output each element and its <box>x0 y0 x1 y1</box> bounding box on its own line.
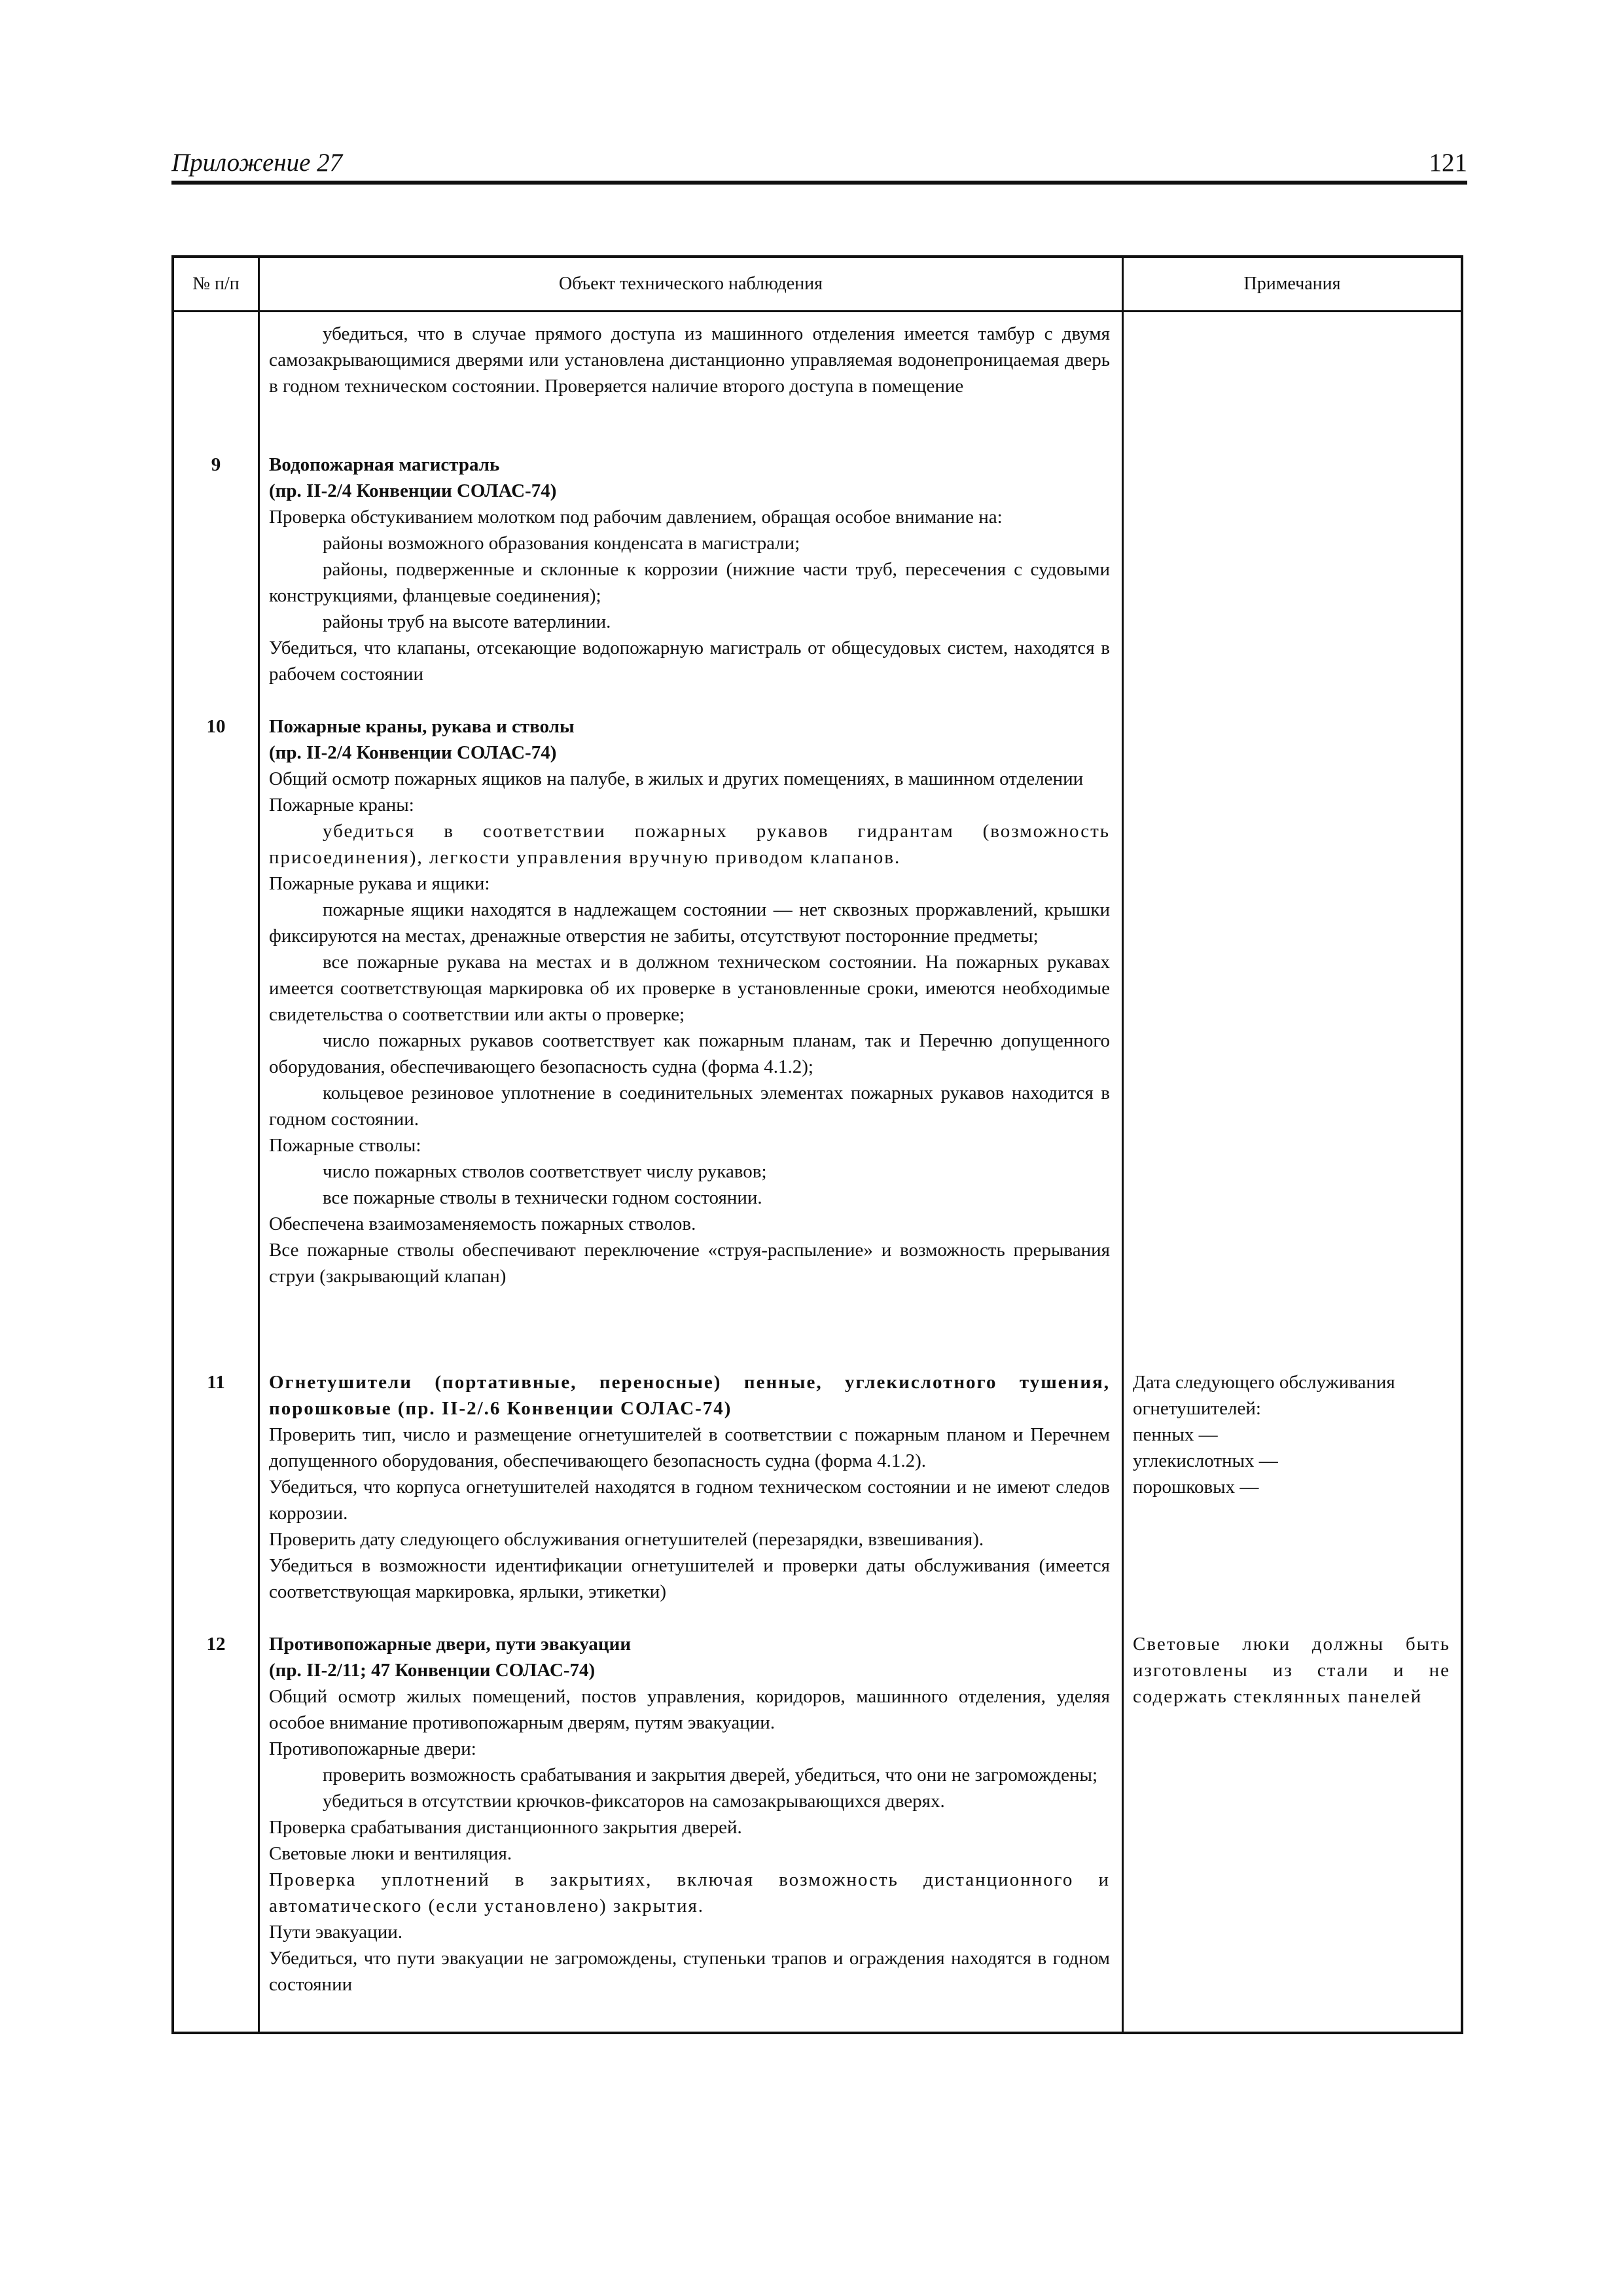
row-number: 12 <box>206 1634 226 1655</box>
row-text: Общий осмотр пожарных ящиков на палубе, в жилых и других помещениях, в машинном отделении <box>269 768 1084 789</box>
row-object <box>269 1631 1110 1998</box>
row-object <box>269 713 1110 1289</box>
column-header-notes: Примечания <box>1243 274 1341 294</box>
row-text: Противопожарные двери: <box>269 1738 476 1759</box>
page-number: 121 <box>1429 149 1467 177</box>
row-text: Пожарные рукава и ящики: <box>269 873 490 894</box>
row-title: Противопожарные двери, пути эвакуации <box>269 1634 632 1655</box>
row-text: Проверка срабатывания дистанционного закрытия дверей. <box>269 1817 742 1838</box>
row-text: районы возможного образования конденсата в магистрали; <box>323 533 800 554</box>
row-text: число пожарных рукавов соответствует как пожарным планам, так и Перечню допущенного оборудования, обеспечивающего безопасность судна (форма 4.1.2); <box>269 1030 1110 1077</box>
row-reference: (пр. II-2/4 Конвенции СОЛАС-74) <box>269 480 557 501</box>
row-text: Убедиться в возможности идентификации огнетушителей и проверки даты обслуживания (имеется соответствующая маркировка, ярлыки, этикетки) <box>269 1555 1110 1602</box>
row-text: все пожарные рукава на местах и в должном техническом состоянии. На пожарных рукавах имеется соответствующая маркировка об их проверке в установленные сроки, имеются необходимые свидетельства о соответствии или акты о проверке; <box>269 952 1110 1025</box>
row-text: Проверка уплотнений в закрытиях, включая возможность дистанционного и автоматического (если установлено) закрытия. <box>269 1869 1110 1916</box>
header-divider <box>174 310 1461 312</box>
row-text: Пожарные стволы: <box>269 1135 421 1156</box>
row-text: Проверить дату следующего обслуживания огнетушителей (перезарядки, взвешивания). <box>269 1529 984 1550</box>
row-text: все пожарные стволы в технически годном состоянии. <box>323 1187 762 1208</box>
row-text: проверить возможность срабатывания и закрытия дверей, убедиться, что они не загромождены; <box>323 1765 1098 1785</box>
row-text: районы труб на высоте ватерлинии. <box>323 611 611 632</box>
page-header <box>171 148 1467 185</box>
row-text: Общий осмотр жилых помещений, постов управления, коридоров, машинного отделения, уделяя особое внимание противопожарным дверям, путям эвакуации. <box>269 1686 1110 1733</box>
column-header-object: Объект технического наблюдения <box>559 274 823 294</box>
row-text: районы, подверженные и склонные к коррозии (нижние части труб, пересечения с судовыми конструкциями, фланцевые соединения); <box>269 559 1110 606</box>
inspection-table <box>171 255 1463 2034</box>
row-text: Проверка обстукиванием молотком под рабочим давлением, обращая особое внимание на: <box>269 507 1003 528</box>
row-title: Пожарные краны, рукава и стволы <box>269 716 575 737</box>
row-number: 9 <box>211 454 221 475</box>
column-header-number: № п/п <box>192 274 240 294</box>
row-text: Световые люки и вентиляция. <box>269 1843 512 1864</box>
row-title: Водопожарная магистраль <box>269 454 500 475</box>
row-text: Убедиться, что корпуса огнетушителей находятся в годном техническом состоянии и не имеют следов коррозии. <box>269 1477 1110 1524</box>
row-notes <box>1133 1631 1450 1710</box>
row-text: Проверить тип, число и размещение огнетушителей в соответствии с пожарным планом и Перечнем допущенного оборудования, обеспечивающего безопасность судна (форма 4.1.2). <box>269 1424 1110 1471</box>
notes-text: Дата следующего обслуживания огнетушителей: пенных — углекислотных — порошковых — <box>1133 1372 1395 1498</box>
row-text: Убедиться, что клапаны, отсекающие водопожарную магистраль от общесудовых систем, находятся в рабочем состоянии <box>269 637 1110 685</box>
column-divider <box>258 258 260 2032</box>
row-text: Пожарные краны: <box>269 795 414 816</box>
row-reference: (пр. II-2/11; 47 Конвенции СОЛАС-74) <box>269 1660 596 1681</box>
row-text: пожарные ящики находятся в надлежащем состоянии — нет сквозных проржавлений, крышки фиксируются на местах, дренажные отверстия не забиты, отсутствуют посторонние предметы; <box>269 899 1110 946</box>
row-text: число пожарных стволов соответствует числу рукавов; <box>323 1161 767 1182</box>
row-text: Обеспечена взаимозаменяемость пожарных стволов. <box>269 1213 696 1234</box>
row-number: 10 <box>206 716 226 737</box>
row-text: убедиться в соответствии пожарных рукавов гидрантам (возможность присоединения), легкости управления вручную приводом клапанов. <box>269 821 1110 868</box>
column-divider <box>1122 258 1124 2032</box>
intro-paragraph: убедиться, что в случае прямого доступа из машинного отделения имеется тамбур с двумя самозакрывающимися дверями или установлена дистанционно управляемая водонепроницаемая дверь в годном техническом состоянии. Проверяется наличие второго доступа в помещение <box>269 323 1110 397</box>
row-text: Убедиться, что пути эвакуации не загромождены, ступеньки трапов и ограждения находятся в годном состоянии <box>269 1948 1110 1995</box>
notes-text: Световые люки должны быть изготовлены из стали и не содержать стеклянных панелей <box>1133 1634 1450 1707</box>
intro-text <box>269 321 1110 399</box>
row-text: убедиться в отсутствии крючков-фиксаторов на самозакрывающихся дверях. <box>323 1791 945 1812</box>
row-text: Все пожарные стволы обеспечивают переключение «струя-распыление» и возможность прерывания струи (закрывающий клапан) <box>269 1240 1110 1287</box>
row-object <box>269 452 1110 687</box>
row-number: 11 <box>207 1372 225 1393</box>
page-title: Приложение 27 <box>171 149 343 177</box>
row-title: Огнетушители (портативные, переносные) пенные, углекислотного тушения, порошковые (пр. II-2/.6 Конвенции СОЛАС-74) <box>269 1372 1110 1419</box>
row-object <box>269 1369 1110 1605</box>
row-text: кольцевое резиновое уплотнение в соединительных элементах пожарных рукавов находится в годном состоянии. <box>269 1083 1110 1130</box>
row-notes <box>1133 1369 1450 1500</box>
row-reference: (пр. II-2/4 Конвенции СОЛАС-74) <box>269 742 557 763</box>
row-text: Пути эвакуации. <box>269 1922 402 1943</box>
